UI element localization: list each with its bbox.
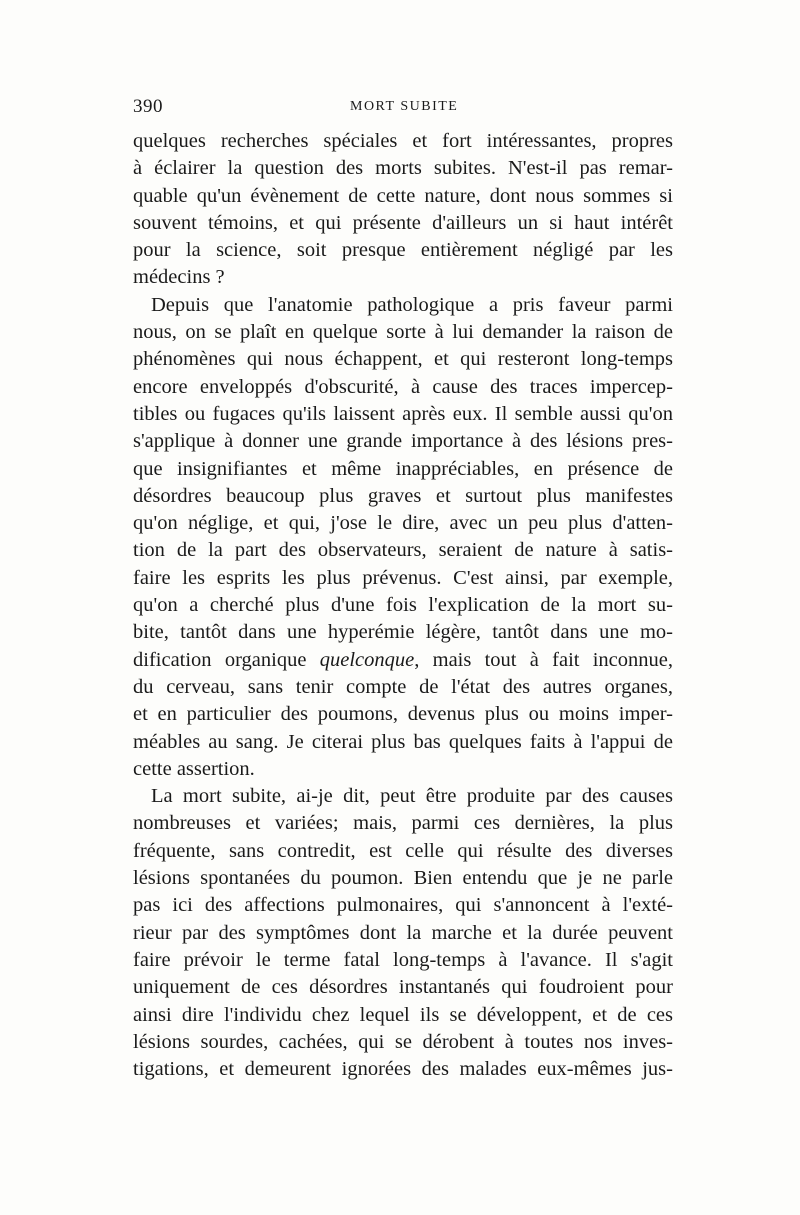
text-line: nous, on se plaît en quelque sorte à lui demander la raison de bbox=[133, 321, 673, 344]
body-text bbox=[133, 128, 673, 1083]
text-line: encore enveloppés d'obscurité, à cause des traces impercep- bbox=[133, 375, 673, 398]
text-line: médecins ? bbox=[133, 266, 225, 289]
text-line: dification organique quelconque, mais tout à fait inconnue, bbox=[133, 648, 674, 671]
italic-word: quelconque bbox=[319, 648, 415, 671]
text-line: qu'on a cherché plus d'une fois l'explication de la mort su- bbox=[133, 594, 673, 617]
text-line: pour la science, soit presque entièrement négligé par les bbox=[133, 239, 673, 262]
text-line: méables au sang. Je citerai plus bas quelques faits à l'appui de bbox=[133, 730, 673, 753]
text-line: lésions spontanées du poumon. Bien entendu que je ne parle bbox=[133, 867, 673, 890]
text-line: du cerveau, sans tenir compte de l'état des autres organes, bbox=[133, 675, 673, 698]
text-line: faire prévoir le terme fatal long-temps à l'avance. Il s'agit bbox=[133, 948, 673, 971]
paragraph-start-line: La mort subite, ai-je dit, peut être produite par des causes bbox=[151, 785, 673, 808]
text-line: tion de la part des observateurs, seraient de nature à satis- bbox=[133, 539, 673, 562]
text-line: désordres beaucoup plus graves et surtout plus manifestes bbox=[133, 484, 673, 507]
text-line: que insignifiantes et même inappréciables, en présence de bbox=[133, 457, 673, 480]
text-line: et en particulier des poumons, devenus plus ou moins imper- bbox=[133, 703, 673, 726]
text-line: pas ici des affections pulmonaires, qui s'annoncent à l'exté- bbox=[133, 894, 673, 917]
text-line: uniquement de ces désordres instantanés qui foudroient pour bbox=[133, 976, 673, 999]
text-line: lésions sourdes, cachées, qui se dérobent à toutes nos inves- bbox=[133, 1030, 673, 1053]
running-title: MORT SUBITE bbox=[350, 99, 459, 114]
running-head bbox=[133, 96, 673, 122]
text-line: phénomènes qui nous échappent, et qui resteront long-temps bbox=[133, 348, 673, 371]
text-line: tigations, et demeurent ignorées des malades eux-mêmes jus- bbox=[133, 1058, 673, 1081]
text-line: ainsi dire l'individu chez lequel ils se développent, et de ces bbox=[133, 1003, 673, 1026]
text-line: quelques recherches spéciales et fort intéressantes, propres bbox=[133, 130, 673, 152]
text-line: fréquente, sans contredit, est celle qui résulte des diverses bbox=[133, 839, 673, 862]
page-number: 390 bbox=[133, 96, 163, 117]
text-line: faire les esprits les plus prévenus. C'est ainsi, par exemple, bbox=[133, 566, 673, 589]
text-line: rieur par des symptômes dont la marche et la durée peuvent bbox=[133, 921, 673, 944]
text-line: à éclairer la question des morts subites. N'est-il pas remar- bbox=[133, 157, 673, 180]
text-line: cette assertion. bbox=[133, 757, 255, 780]
text-line: quable qu'un évènement de cette nature, dont nous sommes si bbox=[133, 184, 673, 207]
paragraph-start-line: Depuis que l'anatomie pathologique a pris faveur parmi bbox=[151, 293, 673, 316]
text-line: nombreuses et variées; mais, parmi ces dernières, la plus bbox=[133, 812, 673, 835]
text-line: s'applique à donner une grande importance à des lésions pres- bbox=[133, 430, 673, 453]
text-line: bite, tantôt dans une hyperémie légère, tantôt dans une mo- bbox=[133, 621, 673, 644]
text-line: qu'on néglige, et qui, j'ose le dire, avec un peu plus d'atten- bbox=[133, 512, 673, 535]
text-line: souvent témoins, et qui présente d'ailleurs un si haut intérêt bbox=[133, 211, 673, 234]
text-line: tibles ou fugaces qu'ils laissent après eux. Il semble aussi qu'on bbox=[133, 402, 673, 425]
